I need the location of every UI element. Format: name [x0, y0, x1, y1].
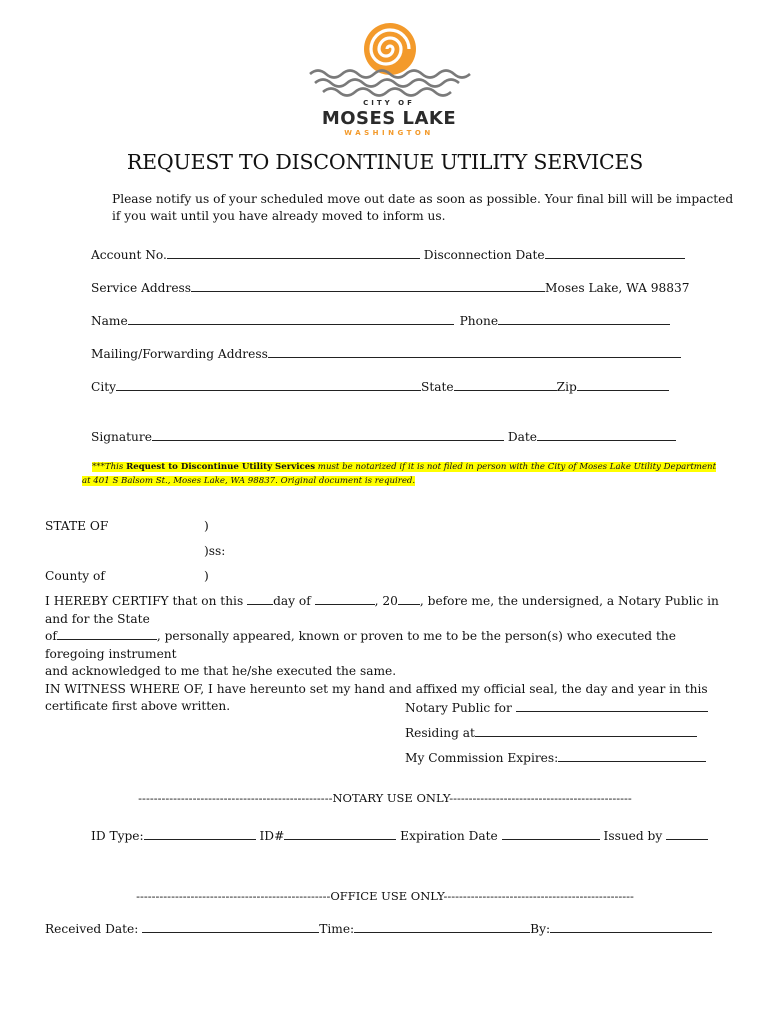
notice-prefix: ***This	[92, 462, 127, 472]
office-use-header: --------------------------------------------------OFFICE USE ONLY-------------------------------------------------	[136, 889, 634, 903]
signature-field[interactable]	[152, 429, 504, 441]
received-date-field[interactable]	[142, 921, 319, 933]
form-title: REQUEST TO DISCONTINUE UTILITY SERVICES	[126, 150, 644, 174]
city-field[interactable]	[116, 379, 421, 391]
mailing-row	[91, 346, 681, 360]
id-type-field[interactable]	[144, 828, 256, 840]
by-field[interactable]	[550, 921, 712, 933]
certify-b: day of	[273, 594, 315, 608]
signature-row	[91, 429, 676, 443]
intro-line-1: Please notify us of your scheduled move out date as soon as possible. Your final bill will be impacted	[112, 192, 734, 206]
signature-label: Signature	[91, 430, 152, 444]
witness-text: IN WITNESS WHERE OF, I have hereunto set my hand and affixed my official seal, the day and year in this certificate first above written.	[45, 681, 708, 713]
id-no-label: ID#	[259, 829, 285, 843]
notice-bold: Request to Discontinue Utility Services	[126, 462, 316, 472]
notarize-notice-line-2	[82, 477, 682, 486]
notary-use-header: --------------------------------------------------NOTARY USE ONLY-----------------------------------------------	[138, 791, 632, 805]
issued-by-label: Issued by	[603, 829, 667, 843]
account-no-label: Account No.	[91, 248, 167, 262]
mailing-address-field[interactable]	[268, 346, 681, 358]
certify-year-field[interactable]	[398, 593, 420, 605]
commission-row	[405, 750, 706, 764]
id-no-field[interactable]	[284, 828, 396, 840]
name-row	[91, 313, 670, 327]
county-of-label: County of	[45, 569, 105, 583]
city-logo	[305, 22, 473, 147]
state-of-paren: )	[204, 519, 209, 533]
time-field[interactable]	[354, 921, 530, 933]
commission-expires-label: My Commission Expires:	[405, 751, 559, 765]
certify-state-field[interactable]	[57, 628, 157, 640]
id-row	[91, 828, 708, 842]
date-field[interactable]	[537, 429, 676, 441]
notary-public-row	[405, 700, 708, 714]
service-address-label: Service Address	[91, 281, 192, 295]
notice-rest: must be notarized if it is not filed in person with the City of Moses Lake Utility Department	[315, 462, 717, 472]
certify-g: and acknowledged to me that he/she executed the same.	[45, 664, 397, 678]
id-type-label: ID Type:	[91, 829, 144, 843]
residing-at-label: Residing at	[405, 726, 475, 740]
time-label: Time:	[319, 922, 355, 936]
received-date-label: Received Date:	[45, 922, 143, 936]
logo-state: WASHINGTON	[344, 129, 434, 137]
certify-d: , before me, the undersigned, a Notary Public in and for the State	[45, 594, 719, 626]
service-address-row	[91, 280, 690, 294]
intro-line-2: if you wait until you have already moved to inform us.	[112, 209, 446, 223]
certify-f: , personally appeared, known or proven to me to be the person(s) who executed the foregoing instrument	[45, 629, 676, 661]
residing-at-field[interactable]	[475, 725, 697, 737]
certification-text	[45, 593, 735, 716]
ss-label: )ss:	[204, 544, 226, 558]
state-of-label: STATE OF	[45, 519, 109, 533]
office-row	[45, 921, 712, 935]
service-address-suffix: Moses Lake, WA 98837	[545, 281, 690, 295]
account-no-field[interactable]	[167, 247, 420, 259]
issued-by-field[interactable]	[666, 828, 708, 840]
phone-label: Phone	[459, 314, 499, 328]
logo-city-of: CITY OF	[363, 99, 415, 107]
state-field[interactable]	[454, 379, 557, 391]
name-label: Name	[91, 314, 128, 328]
expiration-date-field[interactable]	[502, 828, 600, 840]
notary-public-for-field[interactable]	[516, 700, 708, 712]
name-field[interactable]	[128, 313, 454, 325]
city-label: City	[91, 380, 117, 394]
mailing-address-label: Mailing/Forwarding Address	[91, 347, 268, 361]
county-of-paren: )	[204, 569, 209, 583]
service-address-field[interactable]	[191, 280, 545, 292]
zip-label: Zip	[556, 380, 577, 394]
commission-expires-field[interactable]	[558, 750, 706, 762]
disconnection-date-field[interactable]	[545, 247, 685, 259]
residing-row	[405, 725, 697, 739]
city-row	[91, 379, 669, 393]
notice-line-2: at 401 S Balsom St., Moses Lake, WA 98837. Original document is required.	[82, 476, 416, 486]
certify-month-field[interactable]	[315, 593, 375, 605]
state-label: State	[421, 380, 454, 394]
disconnection-date-label: Disconnection Date	[423, 248, 545, 262]
expiration-date-label: Expiration Date	[400, 829, 502, 843]
logo-name: MOSES LAKE	[321, 108, 457, 129]
certify-c: , 20	[374, 594, 398, 608]
certify-e: of	[45, 629, 57, 643]
zip-field[interactable]	[577, 379, 669, 391]
notarize-notice-line-1	[82, 462, 717, 472]
phone-field[interactable]	[498, 313, 670, 325]
certify-day-field[interactable]	[247, 593, 273, 605]
account-row	[91, 247, 685, 261]
by-label: By:	[530, 922, 551, 936]
notary-public-for-label: Notary Public for	[405, 701, 516, 715]
date-label: Date	[507, 430, 537, 444]
certify-a: I HEREBY CERTIFY that on this	[45, 594, 248, 608]
